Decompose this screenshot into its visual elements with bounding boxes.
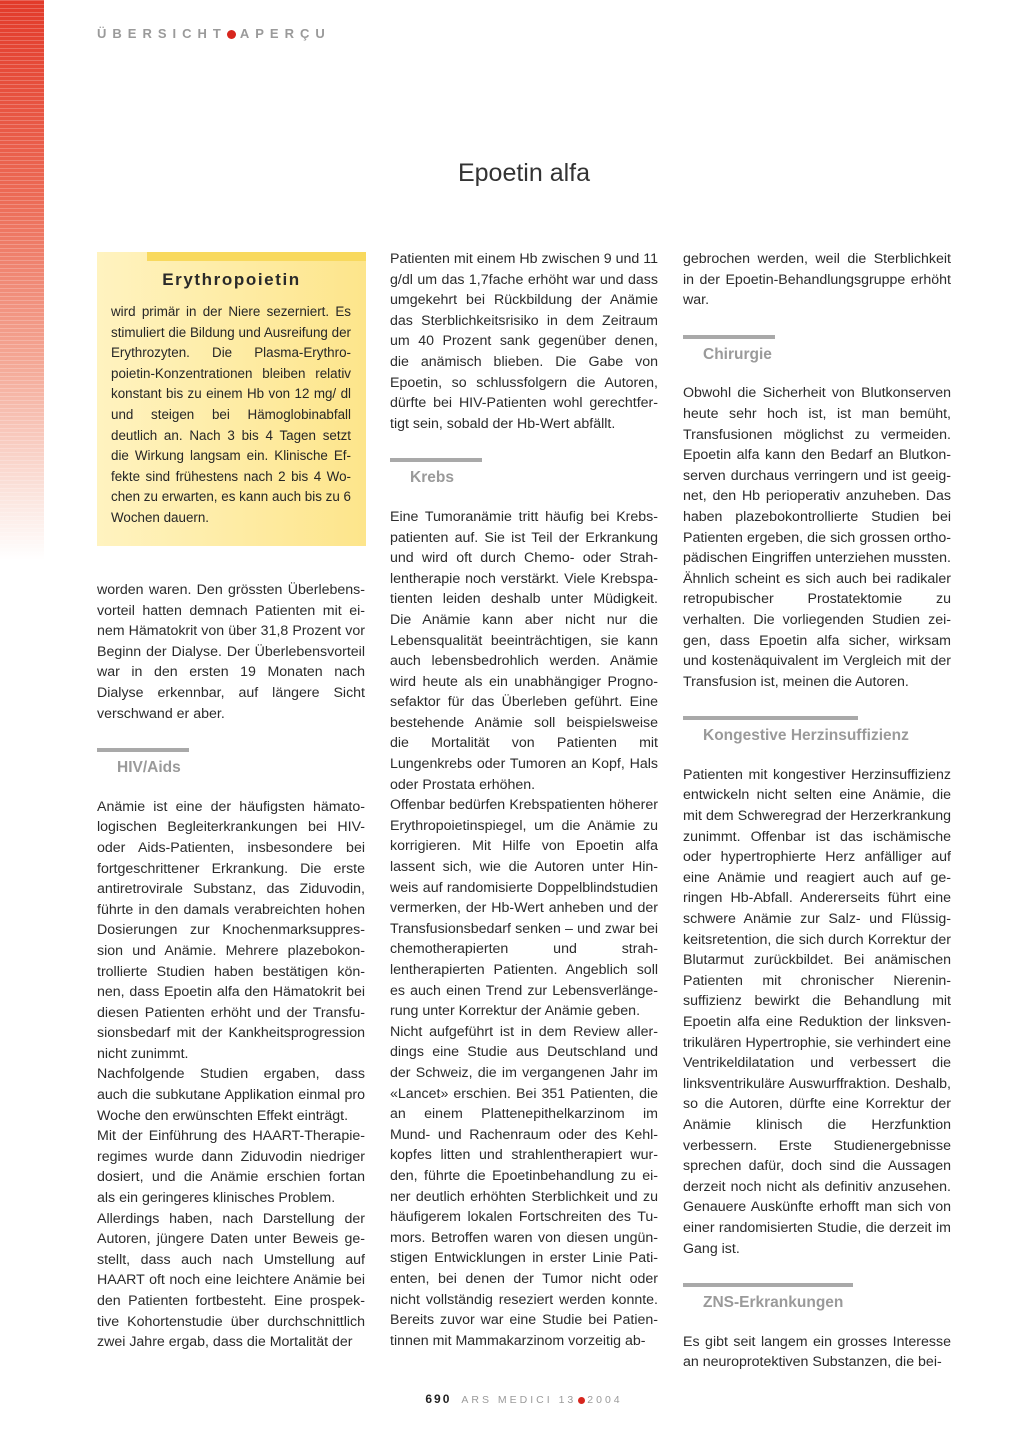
paragraph: Obwohl die Sicherheit von Blutkonserven heute sehr hoch ist, ist man bemüht, Transfusionen möglichst zu vermeiden. Epoetin alfa kann den Bedarf an Blutkonserven durchaus verringern und ist geeignet, den Hb perioperativ anzuheben. Das haben plazebokontrollierte Studien bei Patienten ergeben, die sich grossen orthopädischen Eingriffen unterziehen mussten. Ähnlich scheint es sich auch bei radikaler retropubischer Prostatektomie zu verhalten. Die vorliegenden Studien zeigen, dass Epoetin alfa sicher, wirksam und kostenäquivalent im Vergleich mit der Transfusion ist, meinen die Autoren.: [683, 385, 951, 690]
section-heading-label: HIV/Aids: [117, 759, 181, 777]
section-heading-label: ZNS-Erkrankungen: [703, 1294, 844, 1312]
column-3: [683, 249, 951, 1373]
header-dot: [227, 30, 236, 39]
page-footer: [0, 1392, 1024, 1406]
paragraph: Offenbar bedürfen Krebspatienten höherer Erythropoietinspiegel, um die Anämie zu korrigieren. Mit Hilfe von Epoetin alfa lassent sich, wie die Autoren unter Hinweis auf randomisierte Doppelblindstudien vermerken, der Hb-Wert anheben und der Transfusionsbedarf senken – und zwar bei chemotherapierten und strahlentherapierten Patienten. Angeblich soll es auch einen Trend zur Lebensverlängerung unter Korrektur der Anämie geben.: [390, 797, 658, 1020]
paragraph: Mit der Einführung des HAART-Therapieregimes wurde dann Ziduvodin niedriger dosiert, und die Anämie erschien fortan als ein geringeres klinisches Problem.: [97, 1128, 365, 1207]
section-rule: [390, 458, 482, 462]
section-rule: [683, 1283, 853, 1287]
paragraph: Nicht aufgeführt ist in dem Review allerdings eine Studie aus Deutschland und der Schweiz, die im vergangenen Jahr im «Lancet» erschien. Bei 351 Patienten, die an einem Plattenepithelkarzinom im Mund- und Rachenraum oder des Kehlkopfes litten und strahlentherapiert wurden, führte die Epoetinbehandlung zu einer deutlich erhöhten Sterblichkeit und zu häufigerem lokalen Fortschreiten des Tumors. Betroffen waren von diesen ungünstigen Entwicklungen in erster Linie Patienten, bei denen der Tumor nicht oder nicht vollständig reseziert werden konnte. Bereits zuvor war eine Studie bei Patientinnen mit Mammakarzinom vorzeitig ab-: [390, 1023, 658, 1349]
column-2: [390, 249, 658, 1351]
paragraph: worden waren. Den grössten Überlebensvorteil hatten demnach Patienten mit einem Hämatokrit von über 31,8 Prozent vor Beginn der Dialyse. Der Überlebensvorteil war in den ersten 19 Monaten nach Dialyse erkennbar, auf längere Sicht verschwand er aber.: [97, 582, 365, 722]
journal-year: 2004: [587, 1394, 623, 1406]
paragraph: Eine Tumoranämie tritt häufig bei Krebspatienten auf. Sie ist Teil der Erkrankung und wird oft durch Chemo- oder Strahlentherapie noch verstärkt. Viele Krebspatienten leiden deshalb unter Müdigkeit. Die Anämie kann aber nicht nur die Lebensqualität beeinträchtigen, sie kann auch lebensbedrohlich werden. Anämie wird heute als ein unabhängiger Prognosefaktor für das Überleben geführt. Eine bestehende Anämie soll beispielsweise die Mortalität von Patienten mit Lungenkrebs oder Tumoren an Kopf, Hals oder Prostata erhöhen.: [390, 508, 658, 793]
paragraph: Allerdings haben, nach Darstellung der Autoren, jüngere Daten unter Beweis gestellt, dass auch nach Umstellung auf HAART oft noch eine leichtere Anämie bei den Patienten fortbesteht. Eine prospektive Kohortenstudie über durchschnittlich zwei Jahre ergab, dass die Mortalität der: [97, 1210, 365, 1351]
page-number: 690: [425, 1392, 452, 1406]
paragraph: Patienten mit einem Hb zwischen 9 und 11 g/dl um das 1,7fache erhöht war und dass umgekehrt bei Rückbildung der Anämie das Sterblichkeitsrisiko in dem Zeitraum um 40 Prozent sank gegenüber denen, die anämisch blieben. Die Gabe von Epoetin, so schlussfolgern die Autoren, dürfte bei HIV-Patienten wohl gerechtfertigt sein, sobald der Hb-Wert abfällt.: [390, 251, 658, 432]
section-heading-label: Chirurgie: [703, 345, 772, 363]
running-header: [97, 26, 331, 41]
footer-dot: [578, 1397, 585, 1404]
column-1: [97, 580, 365, 1353]
section-rule: [683, 716, 858, 720]
paragraph: Patienten mit kongestiver Herzinsuffizienz entwickeln nicht selten eine Anämie, die mit dem Schweregrad der Herzerkrankung zunimmt. Offenbar ist das ischämische oder hypertrophierte Herz anfälliger auf eine Anämie und reagiert auch auf geringen Hb-Abfall. Andererseits führt eine schwere Anämie zur Salz- und Flüssigkeitsretention, die sich durch Korrektur der Blutarmut zurückbildet. Bei anämischen Patienten mit chronischer Niereninsuffizienz bewirkt die Behandlung mit Epoetin alfa eine Reduktion der linksventrikulären Hypertrophie, sie verhindert eine Ventrikeldilatation und verbessert die linksventrikuläre Auswurffraktion. Deshalb, so die Autoren, dürfte eine Korrektur der Anämie klinisch die Herzfunktion verbessern. Erste Studienergebnisse sprechen dafür, doch sind die Aussagen derzeit noch nicht als definitiv anzusehen. Genauere Auskünfte erhofft man sich von einer randomisierten Studie, die derzeit im Gang ist.: [683, 766, 951, 1257]
section-heading-chirurgie: [683, 335, 951, 366]
header-left: ÜBERSICHT: [97, 26, 227, 41]
side-color-stripe: [0, 0, 44, 560]
info-box-text: wird primär in der Niere sezerniert. Es stimuliert die Bildung und Ausreifung der Erythrozyten. Die Plasma-Erythropoietin-Konzentrationen bleiben relativ konstant bis zu einem Hb von 12 mg/ dl und steigen bei Hämoglobinabfall deutlich an. Nach 3 bis 4 Tagen setzt die Wirkung langsam ein. Klinische Effekte sind frühestens nach 2 bis 4 Wochen zu erwarten, es kann auch bis zu 6 Wochen dauern.: [111, 304, 351, 525]
section-heading-label: Krebs: [410, 469, 454, 487]
section-heading-krebs: [390, 458, 658, 489]
section-heading-zns: [683, 1283, 951, 1314]
paragraph: Es gibt seit langem ein grosses Interesse an neuroprotektiven Substanzen, die bei-: [683, 1333, 951, 1371]
info-box-title: Erythropoietin: [162, 270, 301, 289]
header-right: APERÇU: [239, 26, 331, 41]
paragraph: Nachfolgende Studien ergaben, dass auch die subkutane Applikation einmal pro Woche den erwünschten Effekt einträgt.: [97, 1066, 365, 1124]
info-box: [97, 252, 366, 546]
section-heading-label: Kongestive Herzinsuffizienz: [703, 727, 909, 745]
info-box-top-band: [147, 252, 366, 261]
paragraph: gebrochen werden, weil die Sterblichkeit in der Epoetin-Behandlungsgruppe erhöht war.: [683, 251, 951, 309]
section-rule: [683, 335, 775, 339]
section-heading-herzinsuffizienz: [683, 716, 951, 747]
article-title: Epoetin alfa: [457, 158, 591, 187]
paragraph: Anämie ist eine der häufigsten hämatologischen Begleiterkrankungen bei HIV- oder Aids-Patienten, insbesondere bei fortgeschrittener Erkrankung. Die erste antiretrovirale Substanz, das Ziduvodin, führte in den damals verabreichten hohen Dosierungen zur Knochenmarksuppression und Anämie. Mehrere plazebokontrollierte Studien haben bestätigen können, dass Epoetin alfa den Hämatokrit bei diesen Patienten erhöht und der Transfusionsbedarf mit der Kankheitsprogression nicht zunimmt.: [97, 798, 365, 1062]
journal-name: ARS MEDICI 13: [461, 1394, 577, 1406]
section-heading-hiv: [97, 748, 365, 779]
section-rule: [97, 748, 189, 752]
